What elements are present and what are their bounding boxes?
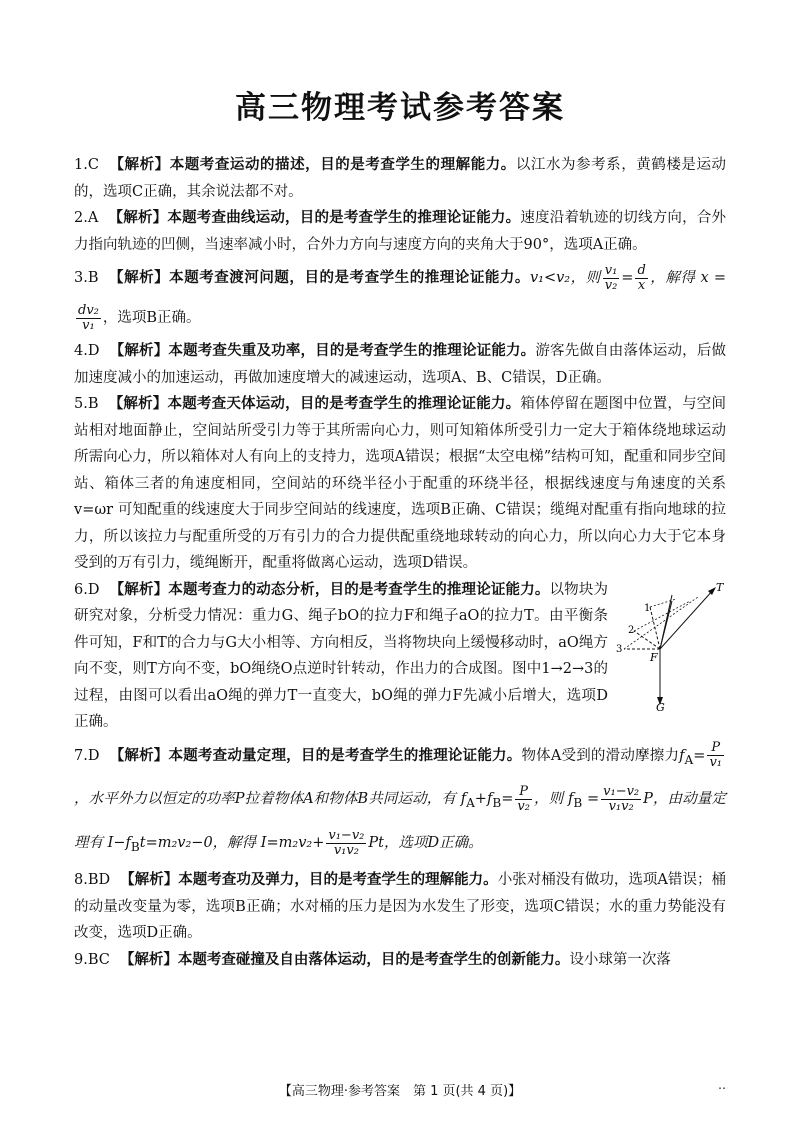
- label-F: F: [650, 650, 658, 664]
- item-answer: BD: [87, 872, 111, 889]
- label-T: T: [716, 580, 724, 594]
- item-answer: C: [87, 157, 99, 173]
- analysis-tag: 【解析】: [108, 396, 168, 412]
- numerator: v₁: [604, 262, 618, 278]
- answer-item-4: [74, 338, 726, 391]
- item-number: 7.: [74, 747, 88, 764]
- item-number: 1.: [74, 157, 88, 173]
- analysis-tag: 【解析】: [109, 581, 169, 598]
- subscript: B: [130, 840, 140, 855]
- item-number: 3.: [74, 270, 88, 286]
- denominator: x: [637, 277, 646, 293]
- subscript: A: [466, 796, 475, 811]
- math-text: t=m₂v₂−0，解得 I=m₂v₂+: [139, 835, 325, 852]
- corner-mark: ‥: [718, 1078, 727, 1092]
- denominator: v₁: [82, 317, 95, 333]
- numerator: v₁−v₂: [328, 827, 365, 843]
- analysis-text: 游客先做自由落体运动，后做加速度减小的加速运动，再做加速度增大的减速运动，选项A、B、C错误，D正确。: [74, 343, 727, 386]
- numerator: P: [515, 785, 532, 800]
- page-title: 高三物理考试参考答案: [235, 90, 565, 126]
- answer-item-8: [74, 867, 726, 947]
- math-text: P，由动量定理有 I−f: [74, 791, 726, 852]
- numerator: v₁−v₂: [603, 783, 640, 799]
- item-answer: D: [87, 581, 100, 598]
- analysis-text: 以物块为研究对象，分析受力情况：重力G、绳子bO的拉力F和绳子aO的拉力T。由平衡条件可知，F和T的合力与G大小相等、方向相反，当将物块向上缓慢移动时，aO绳方向不变，则T方向不变，bO绳绕O点逆时针转动，作出力的合成图。图中1→2→3的过程，由图可以看出aO绳的弹力T一直变大，bO绳的弹力F先减小后增大，选项D正确。: [74, 581, 609, 730]
- fraction: [635, 264, 647, 293]
- analysis-tag: 【解析】: [108, 270, 170, 286]
- subscript: A: [684, 752, 694, 767]
- numerator: dv₂: [78, 302, 99, 318]
- analysis-lead: 本题考查渡河问题，目的是考查学生的推理论证能力。: [169, 270, 530, 286]
- analysis-text: 箱体停留在题图中位置，与空间站相对地面静止，空间站所受引力等于其所需向心力，则可知箱体所受引力一定大于箱体绕地球运动所需向心力，所以箱体对人有向上的支持力，选项A错误；根据“太空电梯”结构可知，配重和同步空间站、箱体三者的角速度相同，空间站的环绕半径小于配重的环绕半径，根据线速度与角速度的关系 v=ωr 可知配重的线速度大于同步空间站的线速度，选项B正确、C错误；缆绳对配重有指向地球的拉力，所以该拉力与配重所受的万有引力的合力提供配重绕地球转动的向心力，所以向心力大于它本身受到的万有引力，缆绳断开，配重将做离心运动，选项D错误。: [74, 396, 727, 571]
- denominator: v₂: [604, 277, 618, 293]
- numerator: d: [637, 262, 646, 278]
- math-text: Pt，选项D正确。: [368, 835, 483, 852]
- item-number: 8.: [74, 872, 88, 889]
- equals-sign: =: [693, 747, 706, 764]
- analysis-text: 设小球第一次落: [569, 951, 671, 968]
- analysis-lead: 本题考查力的动态分析，目的是考查学生的推理论证能力。: [168, 581, 550, 598]
- label-3: 3: [616, 643, 623, 655]
- answers-body: [74, 152, 726, 973]
- label-2: 2: [628, 624, 635, 636]
- answer-item-5: [74, 391, 726, 577]
- fraction: [515, 785, 532, 814]
- analysis-text: 速度沿着轨迹的切线方向，合外力指向轨迹的凹侧，当速率减小时，合外力方向与速度方向的夹角大于90°，选项A正确。: [74, 210, 727, 253]
- parallelogram-edge-2: [634, 601, 690, 631]
- fraction: [76, 304, 101, 333]
- analysis-text: v₁<v₂，则: [529, 270, 601, 286]
- analysis-lead: 本题考查运动的描述，目的是考查学生的理解能力。: [169, 157, 516, 173]
- analysis-text: 物体A受到的滑动摩擦力: [521, 747, 680, 764]
- item-number: 9.: [74, 951, 88, 968]
- fraction: [326, 829, 366, 858]
- analysis-lead: 本题考查碰撞及自由落体运动，目的是考查学生的创新能力。: [177, 951, 570, 968]
- denominator: v₂: [517, 798, 530, 814]
- item-number: 2.: [74, 210, 88, 226]
- item-answer: D: [87, 343, 100, 359]
- analysis-tag: 【解析】: [109, 343, 169, 359]
- denominator: v₁v₂: [608, 798, 634, 814]
- answer-item-9: [74, 947, 726, 974]
- parallelogram-edge-3: [624, 597, 698, 649]
- analysis-text: ，解得 x =: [649, 270, 727, 286]
- analysis-text: 以江水为参考系，黄鹤楼是运动的，选项C正确，其余说法都不对。: [74, 157, 727, 200]
- item-answer: A: [87, 210, 99, 226]
- page-footer: 【高三物理·参考答案 第 1 页(共 4 页)】: [278, 1084, 522, 1099]
- answer-item-1: [74, 152, 726, 205]
- analysis-lead: 本题考查失重及功率，目的是考查学生的推理论证能力。: [168, 343, 536, 359]
- item-answer: D: [87, 747, 100, 764]
- force-diagram: [610, 581, 730, 711]
- analysis-tag: 【解析】: [119, 951, 178, 968]
- answer-item-7: [74, 736, 726, 868]
- item-answer: BC: [87, 951, 110, 968]
- analysis-tag: 【解析】: [120, 872, 179, 889]
- item-answer: B: [87, 396, 99, 412]
- parallelogram-edge-1: [650, 599, 676, 607]
- answer-item-6: [74, 577, 726, 736]
- equals-sign: =: [582, 791, 600, 808]
- analysis-tag: 【解析】: [108, 210, 168, 226]
- tension-T-arrow: [660, 589, 714, 649]
- analysis-text: 小张对桶没有做功，选项A错误；桶的动量改变量为零，选项B正确；水对桶的压力是因为水发生了形变，选项C错误；水的重力势能没有改变，选项D正确。: [74, 872, 726, 942]
- answer-item-2: [74, 205, 726, 258]
- math-text: ，则 f: [533, 791, 574, 808]
- subscript: B: [573, 796, 583, 811]
- item-number: 5.: [74, 396, 88, 412]
- fraction: [603, 264, 620, 293]
- fraction: [707, 741, 724, 770]
- label-1: 1: [644, 602, 651, 614]
- analysis-tag: 【解析】: [108, 157, 170, 173]
- equals-sign: =: [621, 270, 634, 286]
- item-number: 4.: [74, 343, 88, 359]
- math-text: +f: [474, 791, 493, 808]
- analysis-lead: 本题考查动量定理，目的是考查学生的推理论证能力。: [168, 747, 522, 764]
- numerator: P: [707, 741, 724, 756]
- math-text: ，水平外力以恒定的功率P拉着物体A和物体B共同运动，有 f: [74, 791, 467, 808]
- analysis-lead: 本题考查功及弹力，目的是考查学生的理解能力。: [178, 872, 498, 889]
- fraction: [601, 785, 641, 814]
- analysis-lead: 本题考查天体运动，目的是考查学生的推理论证能力。: [167, 396, 521, 412]
- denominator: v₁v₂: [333, 842, 359, 858]
- subscript: B: [492, 796, 502, 811]
- label-G: G: [656, 700, 665, 711]
- equals-sign: =: [501, 791, 514, 808]
- answer-item-3: [74, 258, 726, 338]
- analysis-text: ，选项B正确。: [102, 310, 201, 326]
- denominator: v₁: [709, 755, 722, 770]
- analysis-lead: 本题考查曲线运动，目的是考查学生的推理论证能力。: [167, 210, 521, 226]
- analysis-tag: 【解析】: [109, 747, 169, 764]
- item-number: 6.: [74, 581, 88, 598]
- math-text: f: [679, 747, 685, 764]
- item-answer: B: [87, 270, 99, 286]
